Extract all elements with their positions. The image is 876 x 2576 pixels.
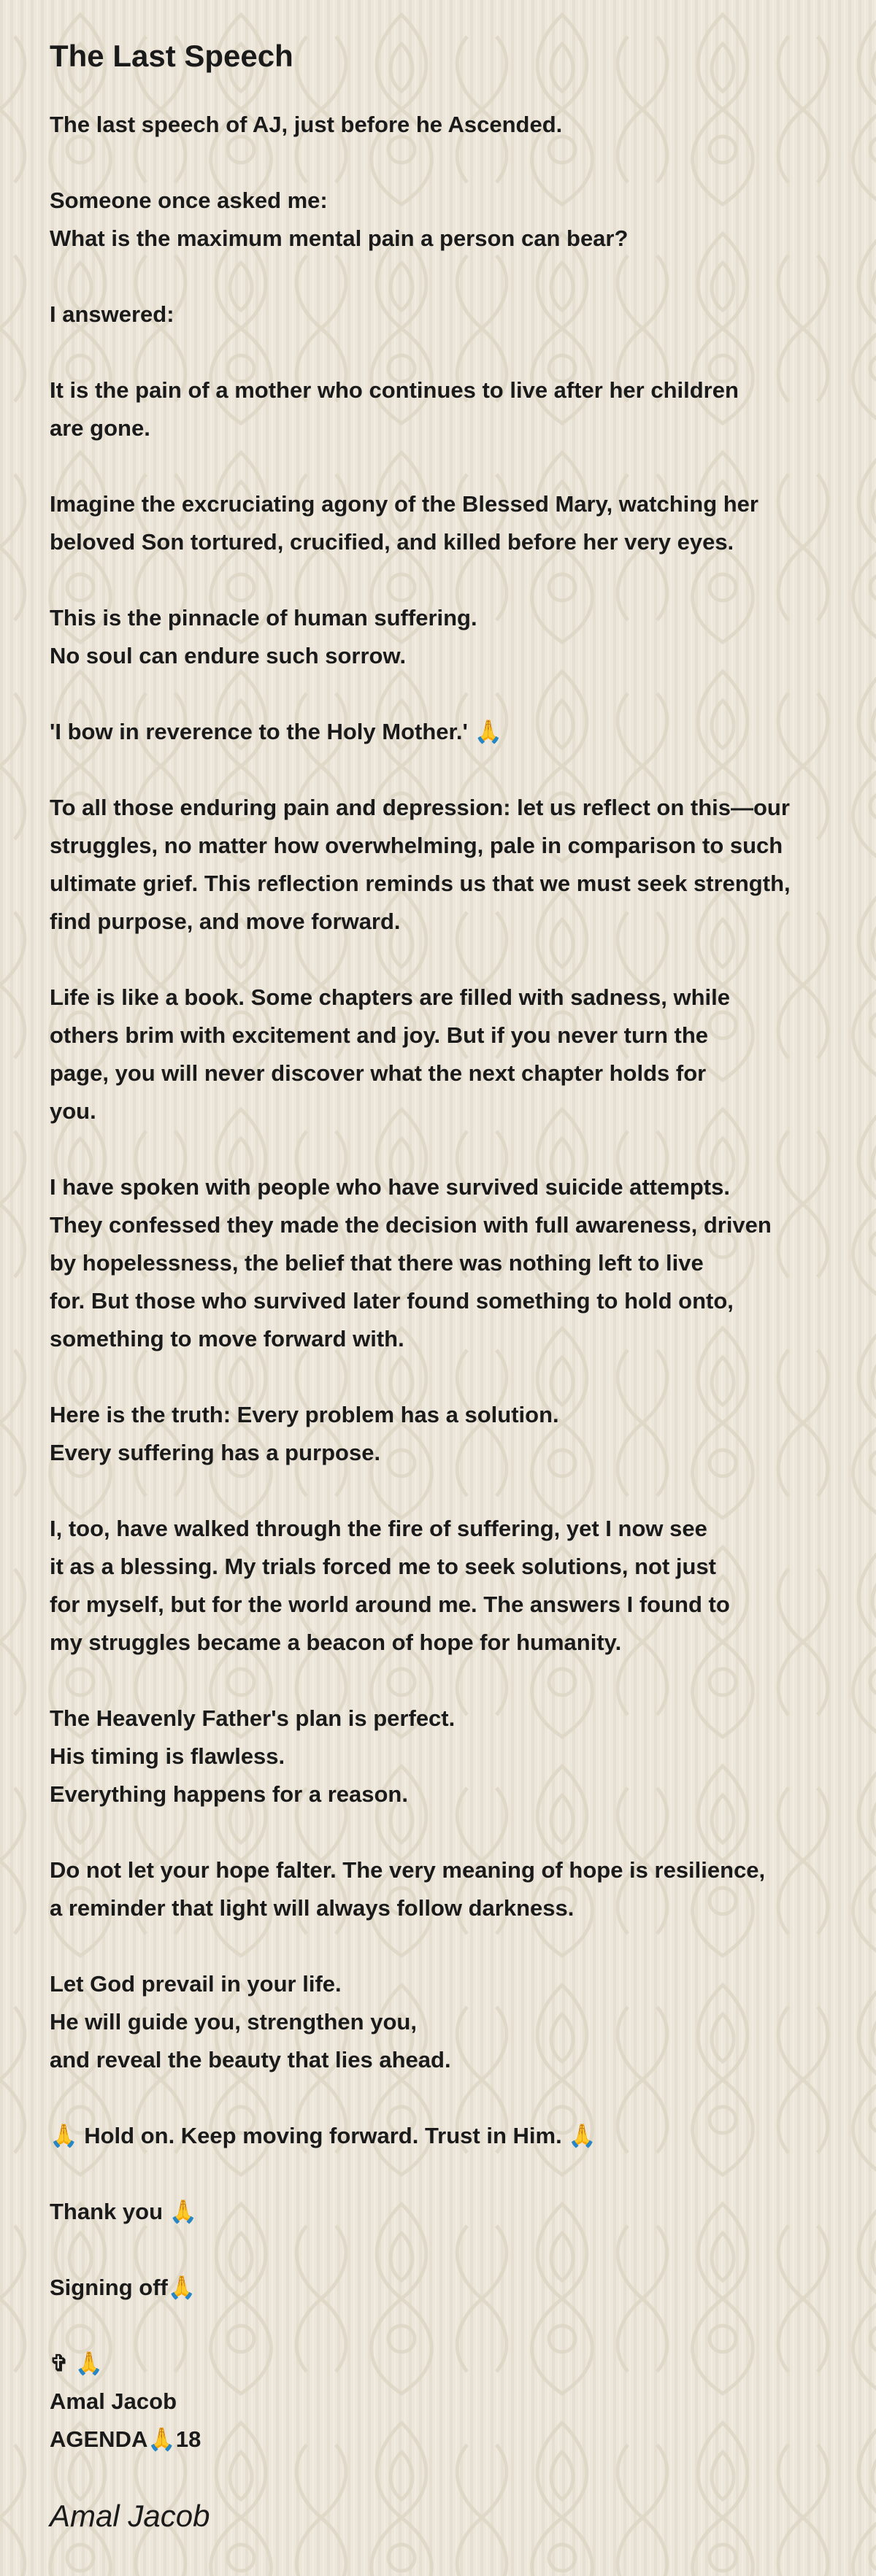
poem-body: The last speech of AJ, just before he Ascended. Someone once asked me: What is the maximum mental pain a person can bear? I answered: It is the pain of a mother who continues to live after her children are gone. Imagine the excruciating agony of the Blessed Mary, watching her beloved Son tortured, crucified, and killed before her very eyes. This is the pinnacle of human suffering. No soul can endure such sorrow. 'I bow in reverence to the Holy Mother.' 🙏 To all those enduring pain and depression: let us reflect on this—our struggles, no matter how overwhelming, pale in comparison to such ultimate grief. This reflection reminds us that we must seek strength, find purpose, and move forward. Life is like a book. Some chapters are filled with sadness, while others brim with excitement and joy. But if you never turn the page, you will never discover what the next chapter holds for you. I have spoken with people who have survived suicide attempts. They confessed they made the decision with full awareness, driven by hopelessness, the belief that there was nothing left to live for. But those who survived later found something to hold onto, something to move forward with. Here is the truth: Every problem has a solution. Every suffering has a purpose. I, too, have walked through the fire of suffering, yet I now see it as a blessing. My trials forced me to seek solutions, not just for myself, but for the world around me. The answers I found to my struggles became a beacon of hope for humanity. The Heavenly Father's plan is perfect. His timing is flawless. Everything happens for a reason. Do not let your hope falter. The very meaning of hope is resilience, a reminder that light will always follow darkness. Let God prevail in your life. He will guide you, strengthen you, and reveal the beauty that lies ahead. 🙏 Hold on. Keep moving forward. Trust in Him. 🙏 Thank you 🙏 Signing off🙏 ✞ 🙏 Amal Jacob AGENDA🙏18 [50, 112, 791, 2452]
poem-author[interactable]: Amal Jacob [50, 2499, 210, 2533]
poem-title: The Last Speech [50, 39, 293, 73]
